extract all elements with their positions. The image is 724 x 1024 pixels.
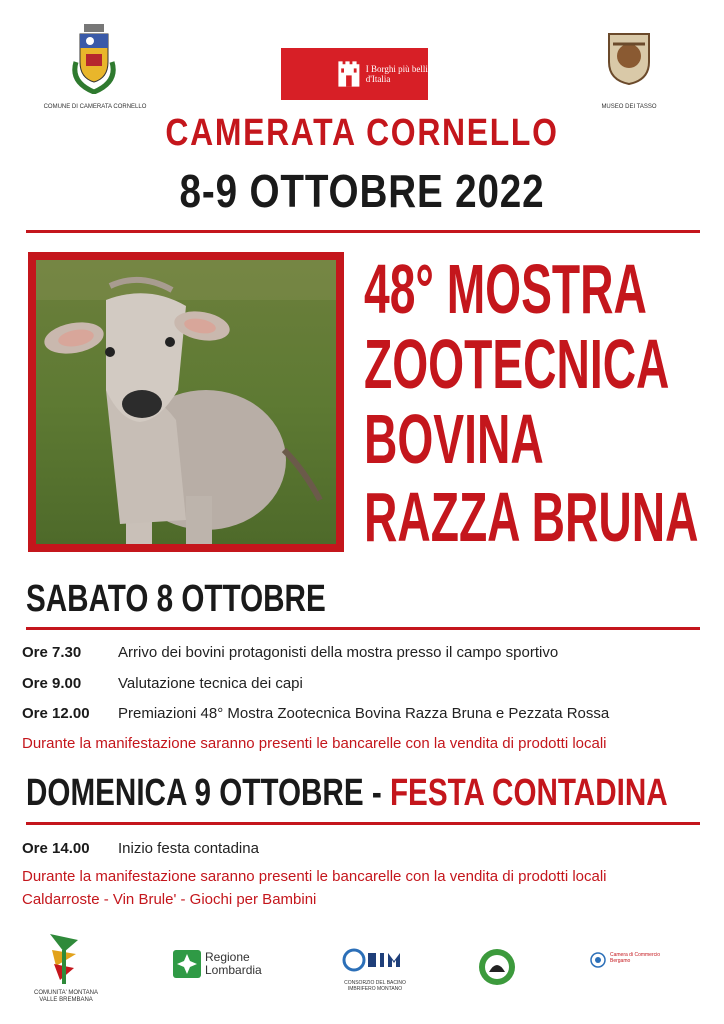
regione-line1: Regione [205,950,250,964]
museo-label: MUSEO DEI TASSO [601,104,657,110]
sunday-note: Durante la manifestazione saranno presenti le bancarelle con la vendita di prodotti locali [22,868,607,885]
camera-commercio-logo [590,952,674,968]
camera-commercio-emblem-icon [590,952,606,968]
schedule-desc: Arrivo dei bovini protagonisti della mostra presso il campo sportivo [118,644,559,661]
sunday-extras: Caldarroste - Vin Brule' - Giochi per Bambini [22,891,317,908]
expo-title-line: BOVINA [364,400,544,478]
schedule-row [22,675,303,695]
regione-line2: Lombardia [205,963,262,977]
camera-commercio-text: Camera di Commercio Bergamo [610,952,661,964]
sunday-heading-day: DOMENICA 9 OTTOBRE [26,772,364,814]
expo-title-line: ZOOTECNICA [364,325,670,403]
comunita-montana-logo-icon [46,930,82,986]
comune-label: COMUNE DI CAMERATA CORNELLO [43,104,147,110]
event-dates: 8-9 OTTOBRE 2022 [179,165,545,217]
schedule-time: Ore 9.00 [22,675,82,692]
regione-rose-icon [173,950,201,978]
expo-title-line: 48° MOSTRA [364,250,647,328]
schedule-time: Ore 7.30 [22,644,82,661]
partner-round-logo-icon [478,948,516,986]
bim-text: CONSORZIO DEL BACINO IMBRIFERO MONTANO [344,980,406,992]
bim-emblem-icon [340,945,410,975]
borghi-logo [281,48,428,100]
saturday-heading: SABATO 8 OTTOBRE [26,578,326,620]
schedule-row [22,644,558,664]
expo-title-line: RAZZA BRUNA [364,478,699,556]
schedule-desc: Inizio festa contadina [118,840,259,857]
schedule-row [22,840,259,860]
event-place: CAMERATA CORNELLO [165,112,559,154]
divider [26,627,700,630]
borghi-text: I Borghi più belli d'Italia [365,64,428,84]
regione-lombardia-logo [173,950,262,978]
comune-coat-of-arms-icon [62,22,126,94]
sunday-heading-accent: FESTA CONTADINA [389,772,668,814]
schedule-desc: Premiazioni 48° Mostra Zootecnica Bovina Razza Bruna e Pezzata Rossa [118,705,610,722]
sunday-heading [26,772,668,815]
schedule-row [22,705,609,725]
divider [26,230,700,233]
schedule-time: Ore 14.00 [22,840,90,857]
comunita-montana-label: COMUNITA' MONTANA VALLE BREMBANA [34,990,98,1003]
sunday-heading-sep: - [363,772,390,814]
divider [26,822,700,825]
castle-tower-icon [337,54,361,94]
bim-logo [330,945,420,992]
cow-photo [36,260,336,544]
museo-emblem-icon [603,28,655,86]
saturday-note: Durante la manifestazione saranno presenti le bancarelle con la vendita di prodotti locali [22,735,607,752]
schedule-desc: Valutazione tecnica dei capi [118,675,303,692]
schedule-time: Ore 12.00 [22,705,90,722]
